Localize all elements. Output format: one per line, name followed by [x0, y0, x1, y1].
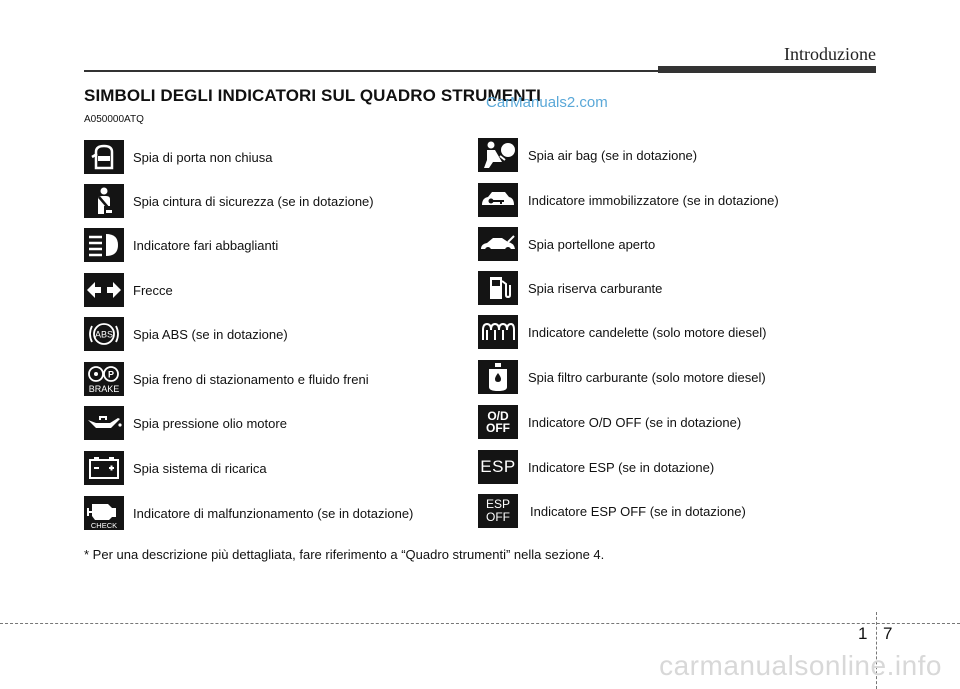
esp-icon-text: ESP	[480, 457, 516, 476]
indicator-item	[478, 227, 655, 261]
indicator-item	[84, 273, 173, 307]
abs-icon-text: ABS	[94, 329, 114, 340]
indicator-label: Indicatore di malfunzionamento (se in dotazione)	[133, 505, 414, 521]
brake-icon	[84, 362, 124, 396]
indicator-item	[478, 138, 697, 172]
indicator-label: Spia air bag (se in dotazione)	[528, 147, 698, 163]
indicator-item	[478, 450, 714, 484]
watermark-bottom: carmanualsonline.info	[659, 650, 942, 681]
svg-text:P: P	[107, 369, 115, 380]
reference-code: A050000ATQ	[84, 114, 144, 125]
indicator-item	[478, 271, 662, 305]
footnote: * Per una descrizione più dettagliata, fare riferimento a “Quadro strumenti” nella sezione 4.	[84, 547, 605, 562]
indicator-label: Spia freno di stazionamento e fluido freni	[133, 371, 369, 387]
indicator-item	[84, 228, 278, 262]
seat-belt-icon	[84, 184, 124, 218]
indicator-item	[84, 406, 287, 440]
battery-icon	[84, 451, 124, 485]
indicator-label: Frecce	[133, 282, 173, 298]
chapter-number: 1	[858, 624, 868, 643]
indicator-item	[478, 494, 746, 528]
indicator-item	[478, 183, 779, 217]
indicator-item	[84, 362, 369, 396]
fuel-icon	[478, 271, 518, 305]
check-icon-text: CHECK	[90, 521, 118, 530]
indicator-item	[84, 496, 413, 530]
header-section-title: Introduzione	[784, 44, 876, 64]
esp-off-icon	[478, 494, 518, 528]
abs-icon	[84, 317, 124, 351]
esp-off-icon-text-2: OFF	[486, 510, 510, 524]
fuel-filter-icon	[478, 360, 518, 394]
header-rule-accent	[658, 66, 876, 73]
immobilizer-icon	[478, 183, 518, 217]
header-rule	[84, 70, 658, 72]
turn-signal-icon	[84, 273, 124, 307]
indicator-label: Indicatore candelette (solo motore diesel)	[528, 324, 767, 340]
indicator-item	[84, 317, 288, 351]
check-engine-icon	[84, 496, 124, 530]
indicator-label: Spia cintura di sicurezza (se in dotazione)	[133, 193, 374, 209]
indicator-item	[84, 451, 267, 485]
door-open-icon	[84, 140, 124, 174]
indicator-label: Indicatore immobilizzatore (se in dotazione)	[528, 192, 779, 208]
page-title: SIMBOLI DEGLI INDICATORI SUL QUADRO STRUMENTI	[84, 86, 541, 105]
indicator-item	[84, 140, 272, 174]
indicator-item	[478, 360, 766, 394]
indicator-label: Indicatore ESP (se in dotazione)	[528, 459, 715, 475]
indicator-label: Indicatore fari abbaglianti	[133, 237, 279, 253]
indicator-label: Spia sistema di ricarica	[133, 460, 267, 476]
indicator-label: Spia portellone aperto	[528, 236, 656, 252]
od-off-icon	[478, 405, 518, 439]
indicator-label: Spia ABS (se in dotazione)	[133, 326, 288, 342]
oil-pressure-icon	[84, 406, 124, 440]
indicator-label: Indicatore ESP OFF (se in dotazione)	[530, 503, 746, 519]
airbag-icon	[478, 138, 518, 172]
indicator-label: Indicatore O/D OFF (se in dotazione)	[528, 414, 742, 430]
page-number: 7	[883, 624, 893, 643]
esp-off-icon-text-1: ESP	[485, 497, 510, 511]
trunk-open-icon	[478, 227, 518, 261]
footer-divider	[0, 623, 960, 624]
indicator-item	[84, 184, 374, 218]
indicator-label: Spia riserva carburante	[528, 280, 663, 296]
glow-plug-icon	[478, 315, 518, 349]
watermark-top: CarManuals2.com	[486, 94, 608, 111]
od-icon-text: O/D	[487, 409, 509, 423]
indicator-label: Spia filtro carburante (solo motore diesel)	[528, 369, 766, 385]
indicator-item	[478, 315, 766, 349]
indicator-item	[478, 405, 741, 439]
esp-icon	[478, 450, 518, 484]
od-off-icon-text: OFF	[486, 421, 510, 435]
indicator-label: Spia di porta non chiusa	[133, 149, 273, 165]
brake-icon-text: BRAKE	[88, 384, 120, 394]
high-beam-icon	[84, 228, 124, 262]
indicator-label: Spia pressione olio motore	[133, 415, 287, 431]
